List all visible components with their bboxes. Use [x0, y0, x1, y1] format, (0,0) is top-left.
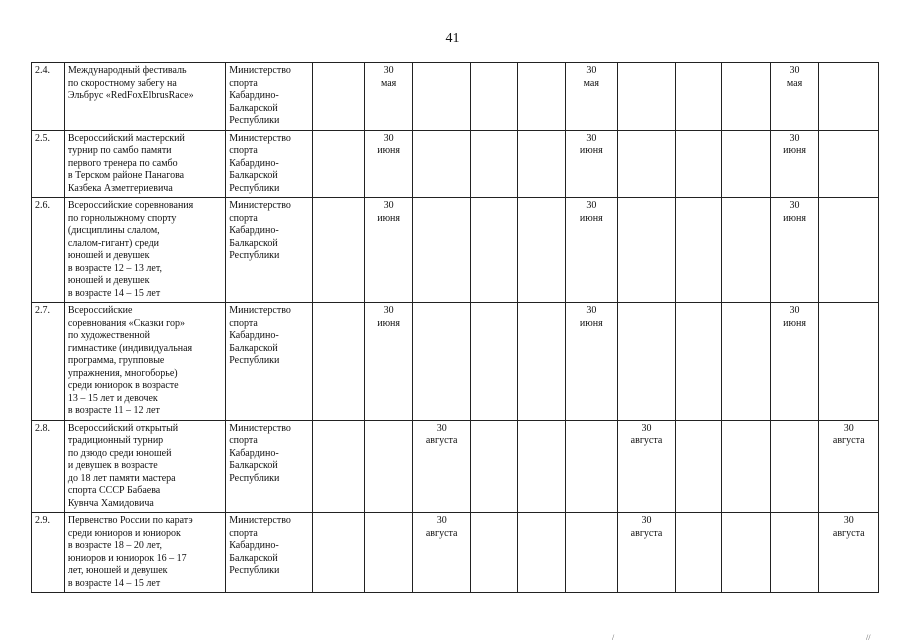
organization-line: спорта — [229, 145, 258, 156]
responsible-organization — [226, 303, 313, 421]
event-name-line: в Терском районе Панагова — [67, 170, 185, 181]
deadline-date: 30 июня — [377, 200, 401, 224]
deadline-date: 30 июня — [783, 200, 806, 224]
event-name-line: по дзюдо среди юношей — [67, 447, 172, 459]
event-name-line: Всероссийские соревнования — [67, 200, 194, 211]
event-name — [64, 513, 225, 593]
event-name-line: программа, групповые — [67, 355, 165, 366]
event-number: 2.6. — [32, 198, 65, 303]
event-name-line: традиционный турнир — [67, 435, 164, 446]
deadline-date: 30 июня — [783, 305, 806, 329]
responsible-organization — [226, 63, 313, 131]
event-number: 2.9. — [32, 513, 65, 593]
deadline-cell — [565, 63, 617, 131]
deadline-cell — [617, 130, 675, 198]
deadline-cell — [365, 303, 413, 421]
deadline-date: 30 июня — [579, 305, 603, 329]
organization-line: Республики — [229, 355, 280, 366]
responsible-organization — [226, 198, 313, 303]
event-name-line: до 18 лет памяти мастера — [67, 472, 176, 484]
organization-line: Балкарской — [229, 342, 278, 354]
event-name-line: Всероссийские — [67, 305, 133, 316]
deadline-date: 30 июня — [579, 132, 603, 156]
organization-line: Министерство — [229, 65, 291, 76]
organization-line: спорта — [229, 317, 258, 329]
deadline-date: 30 июня — [783, 132, 806, 156]
organization-line: Кабардино- — [229, 90, 279, 101]
deadline-cell — [617, 63, 675, 131]
organization-line: спорта — [229, 435, 258, 446]
deadline-cell — [676, 513, 722, 593]
deadline-cell — [617, 420, 675, 513]
deadline-cell — [471, 513, 518, 593]
event-name-line: Всероссийский открытый — [67, 422, 179, 434]
deadline-cell — [617, 303, 675, 421]
deadline-cell — [565, 130, 617, 198]
event-name — [64, 63, 225, 131]
deadline-cell — [721, 130, 770, 198]
organization-line: спорта — [229, 527, 258, 539]
organization-line: Республики — [229, 115, 280, 126]
deadline-cell — [676, 420, 722, 513]
deadline-cell — [365, 198, 413, 303]
event-name-line: в возрасте 14 – 15 лет — [67, 577, 161, 589]
event-name-line: среди юниорок в возрасте — [67, 380, 179, 391]
deadline-cell — [365, 420, 413, 513]
responsible-organization — [226, 513, 313, 593]
deadline-cell — [770, 303, 819, 421]
organization-line: Министерство — [229, 422, 291, 434]
deadline-cell — [471, 63, 518, 131]
event-number: 2.7. — [32, 303, 65, 421]
deadline-cell — [313, 420, 365, 513]
deadline-cell — [617, 513, 675, 593]
deadline-cell — [770, 420, 819, 513]
deadline-cell — [518, 420, 566, 513]
organization-line: Балкарской — [229, 552, 278, 564]
event-name-line: среди юниоров и юниорок — [67, 527, 181, 539]
organization-line: Балкарской — [229, 237, 278, 249]
organization-line: Кабардино- — [229, 540, 279, 551]
deadline-date: 30 августа — [630, 422, 663, 446]
organization-line: Балкарской — [229, 170, 278, 181]
deadline-cell — [770, 513, 819, 593]
deadline-cell — [676, 198, 722, 303]
organization-line: спорта — [229, 77, 258, 89]
table-row — [32, 420, 879, 513]
event-name — [64, 420, 225, 513]
event-name-line: в возрасте 12 – 13 лет, — [67, 262, 162, 274]
deadline-cell — [413, 303, 471, 421]
organization-line: Балкарской — [229, 460, 278, 471]
deadline-cell — [819, 513, 879, 593]
event-name-line: первого тренера по самбо — [67, 157, 178, 169]
deadline-date: 30 мая — [380, 65, 397, 89]
organization-line: Республики — [229, 472, 280, 484]
event-number: 2.8. — [32, 420, 65, 513]
deadline-cell — [413, 130, 471, 198]
event-name-line: в возрасте 14 – 15 лет — [67, 287, 161, 299]
deadline-cell — [676, 63, 722, 131]
deadline-cell — [313, 303, 365, 421]
organization-line: Министерство — [229, 132, 291, 144]
event-name-line: Кувнча Хамидовича — [67, 497, 154, 509]
event-name-line: спорта СССР Бабаева — [67, 485, 161, 496]
deadline-cell — [518, 513, 566, 593]
event-name-line: слалом-гигант) среди — [67, 237, 160, 249]
deadline-date: 30 мая — [583, 65, 599, 89]
deadline-cell — [471, 130, 518, 198]
deadline-cell — [313, 130, 365, 198]
event-name — [64, 303, 225, 421]
page-footer-mark-right: // — [866, 633, 871, 642]
event-name-line: соревнования «Сказки гор» — [67, 317, 185, 329]
event-name-line: и девушек в возрасте — [67, 460, 158, 471]
event-name-line: Международный фестиваль — [67, 65, 187, 76]
organization-line: Кабардино- — [229, 157, 279, 169]
deadline-cell — [471, 303, 518, 421]
deadline-cell — [721, 420, 770, 513]
event-name-line: Эльбрус «RedFoxElbrusRace» — [67, 90, 194, 101]
deadline-date: 30 августа — [832, 422, 865, 446]
event-name-line: юниоров и юниорок 16 – 17 — [67, 552, 187, 564]
deadline-cell — [365, 130, 413, 198]
organization-line: Республики — [229, 250, 280, 261]
deadline-cell — [819, 420, 879, 513]
event-name-line: в возрасте 11 – 12 лет — [67, 405, 160, 416]
organization-line: Кабардино- — [229, 330, 279, 341]
deadline-cell — [518, 198, 566, 303]
deadline-cell — [518, 63, 566, 131]
deadline-cell — [819, 198, 879, 303]
deadline-cell — [365, 63, 413, 131]
table-row — [32, 130, 879, 198]
page-footer-mark-left: / — [612, 633, 615, 642]
event-number: 2.4. — [32, 63, 65, 131]
organization-line: Республики — [229, 565, 280, 576]
deadline-cell — [313, 198, 365, 303]
deadline-date: 30 июня — [579, 200, 603, 224]
event-name-line: упражнения, многоборье) — [67, 367, 178, 379]
deadline-cell — [313, 513, 365, 593]
table-row — [32, 303, 879, 421]
deadline-cell — [721, 198, 770, 303]
organization-line: Министерство — [229, 200, 291, 211]
responsible-organization — [226, 130, 313, 198]
deadline-cell — [819, 63, 879, 131]
responsible-organization — [226, 420, 313, 513]
event-name — [64, 130, 225, 198]
event-name-line: лет, юношей и девушек — [67, 565, 168, 576]
table-row — [32, 63, 879, 131]
deadline-date: 30 августа — [425, 515, 458, 539]
events-table — [31, 62, 879, 593]
deadline-date: 30 мая — [786, 65, 803, 89]
table-row — [32, 198, 879, 303]
event-name-line: Первенство России по каратэ — [67, 515, 193, 526]
event-name-line: юношей и девушек — [67, 275, 150, 286]
deadline-cell — [770, 198, 819, 303]
deadline-cell — [819, 130, 879, 198]
event-name-line: по горнолыжному спорту — [67, 212, 177, 224]
event-name-line: 13 – 15 лет и девочек — [67, 392, 158, 404]
deadline-cell — [413, 513, 471, 593]
deadline-date: 30 июня — [377, 305, 401, 329]
deadline-cell — [721, 63, 770, 131]
organization-line: Республики — [229, 182, 280, 194]
deadline-cell — [819, 303, 879, 421]
deadline-cell — [617, 198, 675, 303]
deadline-cell — [565, 420, 617, 513]
event-name-line: (дисциплины слалом, — [67, 225, 160, 236]
event-name-line: Казбека Азметгериевича — [67, 182, 173, 194]
deadline-cell — [565, 303, 617, 421]
page-number: 41 — [445, 31, 460, 46]
deadline-cell — [471, 420, 518, 513]
deadline-cell — [721, 513, 770, 593]
deadline-cell — [770, 63, 819, 131]
organization-line: Министерство — [229, 305, 291, 316]
deadline-cell — [413, 198, 471, 303]
event-name — [64, 198, 225, 303]
event-number: 2.5. — [32, 130, 65, 198]
event-name-line: в возрасте 18 – 20 лет, — [67, 540, 162, 551]
deadline-cell — [413, 420, 471, 513]
event-name-line: по художественной — [67, 330, 150, 341]
event-name-line: гимнастике (индивидуальная — [67, 342, 193, 354]
event-name-line: юношей и девушек — [67, 250, 150, 261]
table-row — [32, 513, 879, 593]
deadline-date: 30 августа — [832, 515, 865, 539]
organization-line: Министерство — [229, 515, 291, 526]
event-name-line: по скоростному забегу на — [67, 77, 177, 89]
deadline-cell — [518, 130, 566, 198]
deadline-cell — [565, 513, 617, 593]
event-name-line: турнир по самбо памяти — [67, 145, 172, 156]
deadline-date: 30 июня — [377, 132, 401, 156]
organization-line: Кабардино- — [229, 225, 279, 236]
organization-line: спорта — [229, 212, 258, 224]
deadline-cell — [471, 198, 518, 303]
deadline-cell — [565, 198, 617, 303]
deadline-date: 30 августа — [630, 515, 663, 539]
deadline-cell — [518, 303, 566, 421]
deadline-cell — [413, 63, 471, 131]
event-name-line: Всероссийский мастерский — [67, 132, 185, 144]
deadline-cell — [313, 63, 365, 131]
deadline-cell — [676, 130, 722, 198]
deadline-cell — [721, 303, 770, 421]
deadline-date: 30 августа — [425, 422, 458, 446]
deadline-cell — [770, 130, 819, 198]
deadline-cell — [365, 513, 413, 593]
deadline-cell — [676, 303, 722, 421]
organization-line: Балкарской — [229, 102, 278, 114]
organization-line: Кабардино- — [229, 447, 279, 459]
